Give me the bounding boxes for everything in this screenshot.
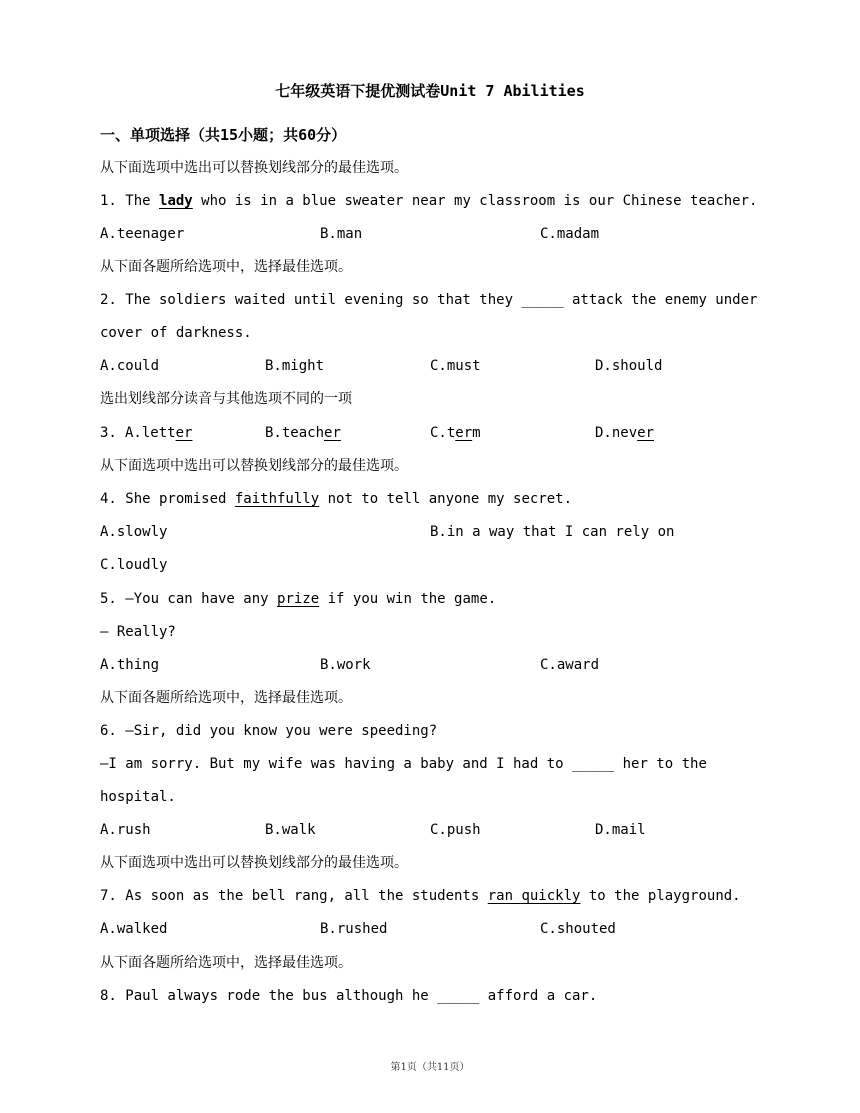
instruction-q4: 从下面选项中选出可以替换划线部分的最佳选项。	[100, 458, 408, 474]
q3-b-text: B.teach	[265, 425, 325, 441]
q1-text-post: who is in a blue sweater near my classroom is our Chinese teacher.	[192, 193, 758, 209]
instruction-q7: 从下面选项中选出可以替换划线部分的最佳选项。	[100, 855, 408, 871]
q3-b-underlined: er	[324, 425, 341, 441]
question-6-line3: hospital.	[100, 789, 176, 805]
q1-option-a[interactable]: A.teenager	[100, 226, 185, 242]
q5-text-post: if you win the game.	[319, 591, 497, 607]
instruction-q6: 从下面各题所给选项中，选择最佳选项。	[100, 690, 352, 706]
q2-option-b[interactable]: B.might	[265, 358, 325, 374]
q3-a-underlined: er	[175, 425, 193, 441]
q2-option-d[interactable]: D.should	[595, 358, 663, 374]
q3-c-text: C.t	[430, 425, 456, 441]
q3-d-text: D.nev	[595, 425, 638, 441]
q3-option-a[interactable]	[125, 423, 192, 443]
q6-option-a[interactable]: A.rush	[100, 822, 151, 838]
question-1	[100, 191, 760, 211]
question-7	[100, 886, 760, 906]
q5-option-a[interactable]: A.thing	[100, 657, 160, 673]
page-title: 七年级英语下提优测试卷Unit 7 Abilities	[275, 82, 585, 100]
q1-underlined-word: lady	[159, 193, 193, 209]
q5-text-pre: 5. —You can have any	[100, 591, 278, 607]
q7-option-a[interactable]: A.walked	[100, 921, 168, 937]
question-2-line2: cover of darkness.	[100, 325, 252, 341]
instruction-q1: 从下面选项中选出可以替换划线部分的最佳选项。	[100, 160, 408, 176]
q6-option-b[interactable]: B.walk	[265, 822, 316, 838]
q7-text-pre: 7. As soon as the bell rang, all the students	[100, 888, 488, 904]
question-5-reply: — Really?	[100, 624, 176, 640]
q4-text-post: not to tell anyone my secret.	[319, 491, 573, 507]
q3-a-text: A.lett	[125, 425, 176, 441]
q2-option-a[interactable]: A.could	[100, 358, 160, 374]
q3-d-underlined: er	[637, 425, 655, 441]
q6-option-d[interactable]: D.mail	[595, 822, 646, 838]
q2-option-c[interactable]: C.must	[430, 358, 481, 374]
page-footer: 第1页（共11页）	[390, 1062, 470, 1073]
q7-option-c[interactable]: C.shouted	[540, 921, 616, 937]
q7-option-b[interactable]: B.rushed	[320, 921, 388, 937]
q1-option-b[interactable]: B.man	[320, 226, 363, 242]
q4-option-c[interactable]: C.loudly	[100, 557, 168, 573]
q3-option-c[interactable]	[430, 423, 481, 443]
q3-c-underlined: er	[455, 425, 473, 441]
q1-text-pre: 1. The	[100, 193, 160, 209]
q4-option-a[interactable]: A.slowly	[100, 524, 168, 540]
q3-option-d[interactable]	[595, 423, 654, 443]
question-8: 8. Paul always rode the bus although he _____ afford a car.	[100, 988, 598, 1004]
q4-text-pre: 4. She promised	[100, 491, 235, 507]
q5-underlined-word: prize	[277, 591, 320, 607]
q7-underlined-words: ran quickly	[487, 888, 581, 904]
q6-option-c[interactable]: C.push	[430, 822, 481, 838]
q5-option-b[interactable]: B.work	[320, 657, 371, 673]
q7-text-post: to the playground.	[580, 888, 741, 904]
q4-option-b[interactable]: B.in a way that I can rely on	[430, 524, 675, 540]
q5-option-c[interactable]: C.award	[540, 657, 600, 673]
q4-underlined-word: faithfully	[234, 491, 320, 507]
q3-c-text-post: m	[472, 425, 481, 441]
question-4	[100, 489, 760, 509]
instruction-q3: 选出划线部分读音与其他选项不同的一项	[100, 391, 352, 407]
question-6-line1: 6. —Sir, did you know you were speeding?	[100, 723, 438, 739]
question-5	[100, 589, 760, 609]
q3-number: 3.	[100, 425, 126, 441]
question-2-line1: 2. The soldiers waited until evening so that they _____ attack the enemy under	[100, 292, 758, 308]
q3-option-b[interactable]	[265, 423, 341, 443]
instruction-q8: 从下面各题所给选项中，选择最佳选项。	[100, 955, 352, 971]
question-6-line2: —I am sorry. But my wife was having a baby and I had to _____ her to the	[100, 756, 707, 772]
q1-option-c[interactable]: C.madam	[540, 226, 600, 242]
instruction-q2: 从下面各题所给选项中，选择最佳选项。	[100, 259, 352, 275]
section-header: 一、单项选择（共15小题；共60分）	[100, 126, 347, 144]
